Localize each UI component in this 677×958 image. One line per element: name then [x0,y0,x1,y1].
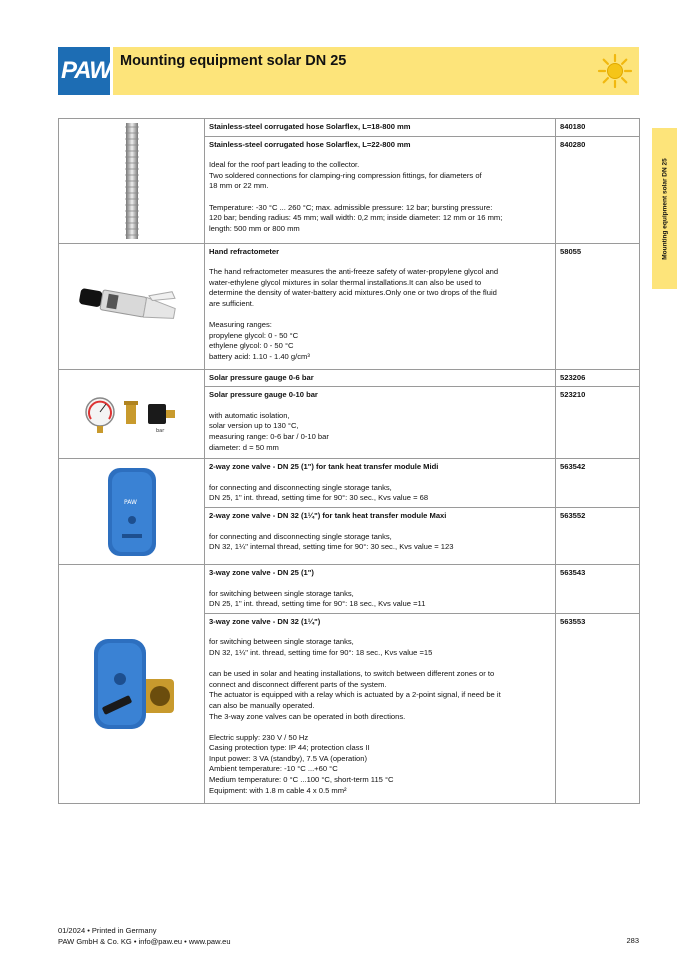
footer-line1: 01/2024 • Printed in Germany [58,926,157,935]
table-row [59,564,640,613]
product-number: 523210 [560,390,586,400]
page-number: 283 [626,936,639,945]
product-title: 3-way zone valve - DN 25 (1") [209,567,314,577]
refractometer-icon [77,281,187,331]
zone-valve-icon [102,464,162,560]
page-title: Mounting equipment solar DN 25 [120,53,347,69]
hose-image [59,119,205,244]
gauge-label: bar [155,427,164,434]
product-desc: The hand refractometer measures the anti-freeze safety of water-propylene glycol and water-ethylene glycol mixtures in solar thermal installations.It can also be used to determine the density of water-battery acid mixtures.Only one or two drops of the fluid are sufficient. Measuring ranges: propylene glycol: 0 - 50 °C ethylene glycol: 0 - 50 °C battery acid: 1.10 - 1.40 g/cm³ [209,267,499,361]
product-number: 58055 [560,246,582,256]
paw-logo: PAW [58,47,110,95]
3way-valve-image [59,564,205,803]
product-title: 2-way zone valve - DN 32 (1¼") for tank heat transfer module Maxi [209,510,447,520]
product-number: 563542 [560,462,586,472]
header-bar [113,47,639,95]
product-number: 840280 [560,139,586,149]
product-desc: Ideal for the roof part leading to the collector. Two soldered connections for clamping-ring compression fittings, for diameters of 18 mm or 22 mm. Temperature: -30 °C ... 260 °C; max. admissible pressure: 12 bar; bursting pressure: 120 bar; bending radius: 45 mm; wall width: 0,2 mm; inside diameter: 12 mm or 16 mm; length: 500 mm or 800 mm [209,160,503,233]
product-number: 563552 [560,510,586,520]
product-title: Stainless-steel corrugated hose Solarflex, L=18-800 mm [209,122,411,131]
footer-line2: PAW GmbH & Co. KG • info@paw.eu • www.paw.eu [58,936,231,946]
side-tab: Mounting equipment solar DN 25 [652,128,677,289]
product-number: 523206 [560,372,586,382]
gauge-image [59,369,205,459]
footer [58,926,231,947]
product-table [58,118,640,804]
product-desc: for switching between single storage tanks, DN 25, 1" int. thread, setting time for 90°: 18 sec., Kvs value =11 [209,588,426,609]
table-row [59,119,640,137]
refractometer-image [59,243,205,369]
table-row [59,459,640,508]
product-desc: for connecting and disconnecting single storage tanks, DN 32, 1¼" internal thread, setting time for 90°: 30 sec., Kvs value = 123 [209,531,454,552]
product-number: 563553 [560,616,586,626]
pressure-gauge-icon [82,392,182,436]
table-row [59,243,640,369]
product-title: Hand refractometer [209,246,280,256]
product-title: Stainless-steel corrugated hose Solarflex, L=22-800 mm [209,139,411,149]
product-title: Solar pressure gauge 0-6 bar [209,372,314,382]
product-title: 3-way zone valve - DN 32 (1¼") [209,616,321,626]
product-title: Solar pressure gauge 0-10 bar [209,390,318,400]
sun-icon [597,53,633,89]
table-row [59,369,640,387]
valve-label: PAW [123,498,137,506]
product-title: 2-way zone valve - DN 25 (1") for tank heat transfer module Midi [209,462,439,472]
hose-icon [117,123,147,239]
product-desc: with automatic isolation, solar version up to 130 °C, measuring range: 0-6 bar / 0-10 bar diameter: d = 50 mm [209,410,329,452]
3way-valve-icon [84,629,180,739]
product-number: 563543 [560,567,586,577]
product-desc: for connecting and disconnecting single storage tanks, DN 25, 1" int. thread, setting time for 90°: 30 sec., Kvs value = 68 [209,482,429,503]
product-desc: for switching between single storage tanks, DN 32, 1¼" int. thread, setting time for 90°: 18 sec., Kvs value =15 can be used in solar and heating installations, to switch between different zones or to connect and disconnect different parts of the system. The actuator is equipped with a relay which is actuated by a 2-point signal, if need be it can also be manually operated. The 3-way zone valves can be operated in both directions. Electric supply: 230 V / 50 Hz Casing protection type: IP 44; protection class II Input power: 3 VA (standby), 7.5 VA (operation) Ambient temperature: -10 °C ...+60 °C Medium temperature: 0 °C ...100 °C, short-term 115 °C Equipment: with 1.8 m cable 4 x 0.5 mm² [209,637,501,795]
product-number: 840180 [560,122,586,131]
2way-valve-image [59,459,205,565]
